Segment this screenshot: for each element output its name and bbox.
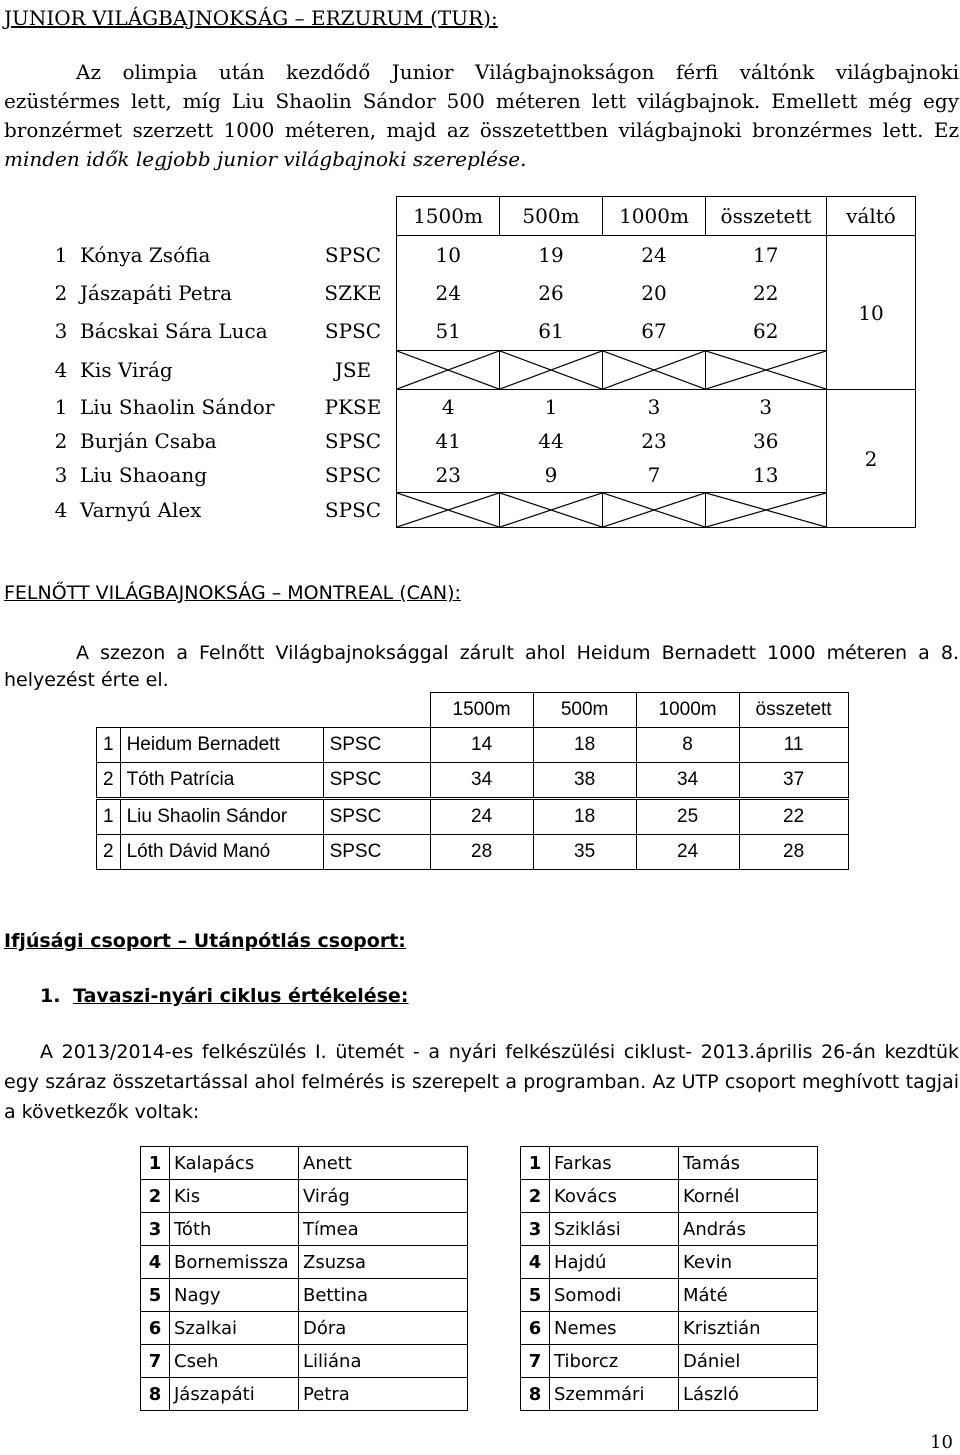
- first-name-cell: Kornél: [679, 1180, 818, 1213]
- col-header-1500m: 1500m: [397, 197, 500, 236]
- junior-paragraph: [4, 58, 959, 174]
- result-cell: 17: [706, 236, 827, 275]
- last-name-cell: Farkas: [550, 1147, 679, 1180]
- result-cell: 37: [739, 763, 848, 799]
- result-cell: 26: [538, 281, 564, 305]
- col-header-relay: váltó: [827, 197, 916, 236]
- cross-mark: [706, 493, 826, 527]
- club-cell: SPSC: [323, 835, 430, 870]
- roster-row: [141, 1147, 468, 1180]
- cross-mark: [500, 351, 602, 389]
- roster-number-cell: 1: [141, 1147, 170, 1180]
- roster-number-cell: 8: [521, 1378, 550, 1411]
- result-cell: 28: [430, 835, 533, 870]
- last-name-cell: Nemes: [550, 1312, 679, 1345]
- roster-number-cell: 4: [521, 1246, 550, 1279]
- result-cell: 8: [636, 728, 739, 763]
- result-cell: 4: [397, 390, 500, 425]
- cross-mark: [397, 351, 499, 389]
- table-row: [50, 493, 916, 528]
- junior-paragraph-text: Az olimpia után kezdődő Junior Világbajnokságon férfi váltónk világbajnoki ezüstérmes lett, míg Liu Shaolin Sándor 500 méteren lett világbajnok. Emellett még egy bronzérmet szerzett 1000 méteren, majd az összetettben világbajnoki bronzérmes lett. Ez: [4, 60, 959, 142]
- athlete-name-cell: Tóth Patrícia: [120, 763, 323, 799]
- roster-row: [521, 1312, 818, 1345]
- first-name-cell: Virág: [299, 1180, 468, 1213]
- table-row: [97, 763, 849, 799]
- result-cell: 61: [538, 319, 564, 343]
- result-cell: 36: [706, 424, 827, 458]
- roster-row: [521, 1246, 818, 1279]
- roster-row: [141, 1246, 468, 1279]
- col-header-1000m: 1000m: [603, 197, 706, 236]
- result-cell: 34: [636, 763, 739, 799]
- junior-results-table: [50, 196, 916, 528]
- result-cell: 13: [706, 458, 827, 493]
- club-cell: SPSC: [324, 319, 382, 344]
- table-row: [50, 424, 916, 458]
- rank-cell: 1: [97, 728, 121, 763]
- result-cell: 3: [603, 390, 706, 425]
- table-row: [50, 312, 916, 351]
- roster-row: [521, 1180, 818, 1213]
- rank-cell: 2: [97, 835, 121, 870]
- last-name-cell: Kalapács: [170, 1147, 299, 1180]
- roster-number-cell: 7: [521, 1345, 550, 1378]
- result-cell: 28: [739, 835, 848, 870]
- roster-number-cell: 7: [141, 1345, 170, 1378]
- first-name-cell: Bettina: [299, 1279, 468, 1312]
- table-row: [50, 458, 916, 493]
- junior-heading: JUNIOR VILÁGBAJNOKSÁG – ERZURUM (TUR):: [4, 6, 498, 30]
- result-cell: 38: [533, 763, 636, 799]
- table-row: [50, 236, 916, 275]
- last-name-cell: Kovács: [550, 1180, 679, 1213]
- senior-results-table: [96, 692, 849, 870]
- result-cell: 51: [397, 312, 500, 351]
- first-name-cell: Tamás: [679, 1147, 818, 1180]
- roster-number-cell: 8: [141, 1378, 170, 1411]
- roster-number-cell: 6: [521, 1312, 550, 1345]
- club-cell: SZKE: [324, 281, 382, 305]
- empty-result-cell: [603, 351, 706, 390]
- first-name-cell: Tímea: [299, 1213, 468, 1246]
- result-cell: 22: [739, 799, 848, 835]
- result-cell: 19: [500, 236, 603, 275]
- youth-subheading-title: Tavaszi-nyári ciklus értékelése:: [73, 985, 409, 1007]
- result-cell: 18: [533, 799, 636, 835]
- athlete-name-cell: Bácskai Sára Luca: [80, 319, 268, 344]
- result-cell: 23: [397, 458, 500, 493]
- junior-paragraph-italic: minden idők legjobb junior világbajnoki szereplése.: [4, 147, 527, 171]
- club-cell: JSE: [334, 358, 372, 382]
- result-cell: 10: [397, 236, 500, 275]
- result-cell: 9: [544, 463, 558, 487]
- roster-number-cell: 1: [521, 1147, 550, 1180]
- result-cell: 24: [397, 274, 500, 312]
- result-cell: 41: [397, 424, 500, 458]
- roster-row: [141, 1312, 468, 1345]
- table-row: [97, 799, 849, 835]
- roster-row: [141, 1279, 468, 1312]
- roster-number-cell: 4: [141, 1246, 170, 1279]
- last-name-cell: Cseh: [170, 1345, 299, 1378]
- blank-header-cell: [97, 693, 431, 728]
- cross-mark: [603, 493, 705, 527]
- result-cell: 35: [533, 835, 636, 870]
- club-cell: SPSC: [324, 429, 382, 453]
- last-name-cell: Tóth: [170, 1213, 299, 1246]
- senior-heading: FELNŐTT VILÁGBAJNOKSÁG – MONTREAL (CAN):: [4, 582, 461, 604]
- result-cell: 3: [706, 390, 827, 425]
- rank-cell: 3: [54, 319, 68, 344]
- result-cell: 24: [430, 799, 533, 835]
- roster-number-cell: 3: [141, 1213, 170, 1246]
- empty-result-cell: [706, 493, 827, 528]
- roster-row: [141, 1378, 468, 1411]
- youth-boys-table: [520, 1146, 818, 1411]
- result-cell: 18: [533, 728, 636, 763]
- senior-paragraph: A szezon a Felnőtt Világbajnoksággal zárult ahol Heidum Bernadett 1000 méteren a 8. helyezést érte el.: [4, 642, 959, 691]
- athlete-name-cell: Kis Virág: [80, 358, 173, 382]
- roster-number-cell: 3: [521, 1213, 550, 1246]
- empty-result-cell: [397, 351, 500, 390]
- result-cell: 20: [641, 281, 667, 305]
- first-name-cell: Anett: [299, 1147, 468, 1180]
- last-name-cell: Jászapáti: [170, 1378, 299, 1411]
- roster-row: [141, 1213, 468, 1246]
- roster-row: [141, 1345, 468, 1378]
- roster-row: [521, 1345, 818, 1378]
- roster-row: [521, 1213, 818, 1246]
- col-header-cell: 1500m: [430, 693, 533, 728]
- last-name-cell: Nagy: [170, 1279, 299, 1312]
- result-cell: 24: [636, 835, 739, 870]
- last-name-cell: Tiborcz: [550, 1345, 679, 1378]
- empty-result-cell: [500, 493, 603, 528]
- first-name-cell: Zsuzsa: [299, 1246, 468, 1279]
- athlete-name-cell: Burján Csaba: [80, 429, 217, 453]
- last-name-cell: Somodi: [550, 1279, 679, 1312]
- first-name-cell: András: [679, 1213, 818, 1246]
- table-row: [97, 728, 849, 763]
- rank-cell: 4: [54, 498, 68, 522]
- empty-result-cell: [603, 493, 706, 528]
- last-name-cell: Szemmári: [550, 1378, 679, 1411]
- club-cell: SPSC: [324, 498, 382, 522]
- youth-heading: Ifjúsági csoport – Utánpótlás csoport:: [4, 930, 406, 952]
- table-row: [97, 835, 849, 870]
- table-header-row: [50, 197, 916, 236]
- first-name-cell: Kevin: [679, 1246, 818, 1279]
- empty-result-cell: [706, 351, 827, 390]
- empty-result-cell: [500, 351, 603, 390]
- club-cell: SPSC: [324, 463, 382, 488]
- athlete-name-cell: Jászapáti Petra: [80, 281, 233, 305]
- youth-paragraph: A 2013/2014-es felkészülés I. ütemét - a nyári felkészülési ciklust- 2013.április 26-án kezdtük egy száraz összetartással ahol felmérés is szerepelt a programban. Az UTP csoport meghívott tagjai a következők voltak:: [4, 1041, 959, 1123]
- roster-row: [521, 1279, 818, 1312]
- rank-cell: 4: [54, 358, 68, 382]
- last-name-cell: Sziklási: [550, 1213, 679, 1246]
- relay-result-cell: 2: [827, 390, 916, 528]
- last-name-cell: Szalkai: [170, 1312, 299, 1345]
- athlete-name-cell: Lóth Dávid Manó: [120, 835, 323, 870]
- result-cell: 11: [739, 728, 848, 763]
- result-cell: 25: [636, 799, 739, 835]
- result-cell: 23: [641, 429, 667, 453]
- rank-cell: 1: [97, 799, 121, 835]
- result-cell: 24: [603, 236, 706, 275]
- rank-cell: 2: [54, 429, 68, 453]
- first-name-cell: László: [679, 1378, 818, 1411]
- youth-subheading: [40, 985, 408, 1007]
- first-name-cell: Liliána: [299, 1345, 468, 1378]
- rank-cell: 2: [54, 281, 68, 305]
- athlete-name-cell: Heidum Bernadett: [120, 728, 323, 763]
- last-name-cell: Bornemissza: [170, 1246, 299, 1279]
- athlete-name-cell: Liu Shaolin Sándor: [120, 799, 323, 835]
- last-name-cell: Hajdú: [550, 1246, 679, 1279]
- club-cell: SPSC: [323, 799, 430, 835]
- table-row: [50, 351, 916, 390]
- result-cell: 14: [430, 728, 533, 763]
- table-header-row: [97, 693, 849, 728]
- empty-result-cell: [397, 493, 500, 528]
- result-cell: 34: [430, 763, 533, 799]
- roster-number-cell: 2: [521, 1180, 550, 1213]
- club-cell: SPSC: [324, 242, 382, 267]
- rank-cell: 3: [54, 463, 68, 488]
- roster-number-cell: 6: [141, 1312, 170, 1345]
- cross-mark: [397, 493, 499, 527]
- col-header-cell: összetett: [739, 693, 848, 728]
- roster-number-cell: 5: [521, 1279, 550, 1312]
- page-number: 10: [930, 1432, 953, 1453]
- last-name-cell: Kis: [170, 1180, 299, 1213]
- athlete-name-cell: Varnyú Alex: [80, 498, 202, 522]
- table-row: [50, 274, 916, 312]
- col-header-cell: 1000m: [636, 693, 739, 728]
- youth-girls-table: [140, 1146, 468, 1411]
- roster-row: [521, 1378, 818, 1411]
- relay-result-cell: 10: [827, 236, 916, 390]
- result-cell: 1: [500, 390, 603, 425]
- club-cell: PKSE: [324, 394, 382, 419]
- first-name-cell: Dóra: [299, 1312, 468, 1345]
- result-cell: 62: [706, 312, 827, 351]
- rank-cell: 1: [54, 242, 68, 267]
- col-header-overall: összetett: [706, 197, 827, 236]
- rank-cell: 1: [54, 394, 68, 419]
- athlete-name-cell: Kónya Zsófia: [80, 242, 211, 267]
- roster-number-cell: 2: [141, 1180, 170, 1213]
- first-name-cell: Dániel: [679, 1345, 818, 1378]
- first-name-cell: Petra: [299, 1378, 468, 1411]
- cross-mark: [603, 351, 705, 389]
- col-header-cell: 500m: [533, 693, 636, 728]
- athlete-name-cell: Liu Shaoang: [80, 463, 208, 488]
- roster-row: [141, 1180, 468, 1213]
- col-header-500m: 500m: [500, 197, 603, 236]
- result-cell: 44: [538, 429, 564, 453]
- cross-mark: [706, 351, 826, 389]
- table-row: [50, 390, 916, 425]
- club-cell: SPSC: [323, 763, 430, 799]
- first-name-cell: Máté: [679, 1279, 818, 1312]
- result-cell: 7: [647, 463, 661, 487]
- roster-row: [521, 1147, 818, 1180]
- youth-subheading-number: 1.: [40, 985, 61, 1007]
- athlete-name-cell: Liu Shaolin Sándor: [80, 394, 275, 419]
- result-cell: 67: [641, 319, 667, 343]
- cross-mark: [500, 493, 602, 527]
- first-name-cell: Krisztián: [679, 1312, 818, 1345]
- result-cell: 22: [706, 274, 827, 312]
- rank-cell: 2: [97, 763, 121, 799]
- club-cell: SPSC: [323, 728, 430, 763]
- roster-number-cell: 5: [141, 1279, 170, 1312]
